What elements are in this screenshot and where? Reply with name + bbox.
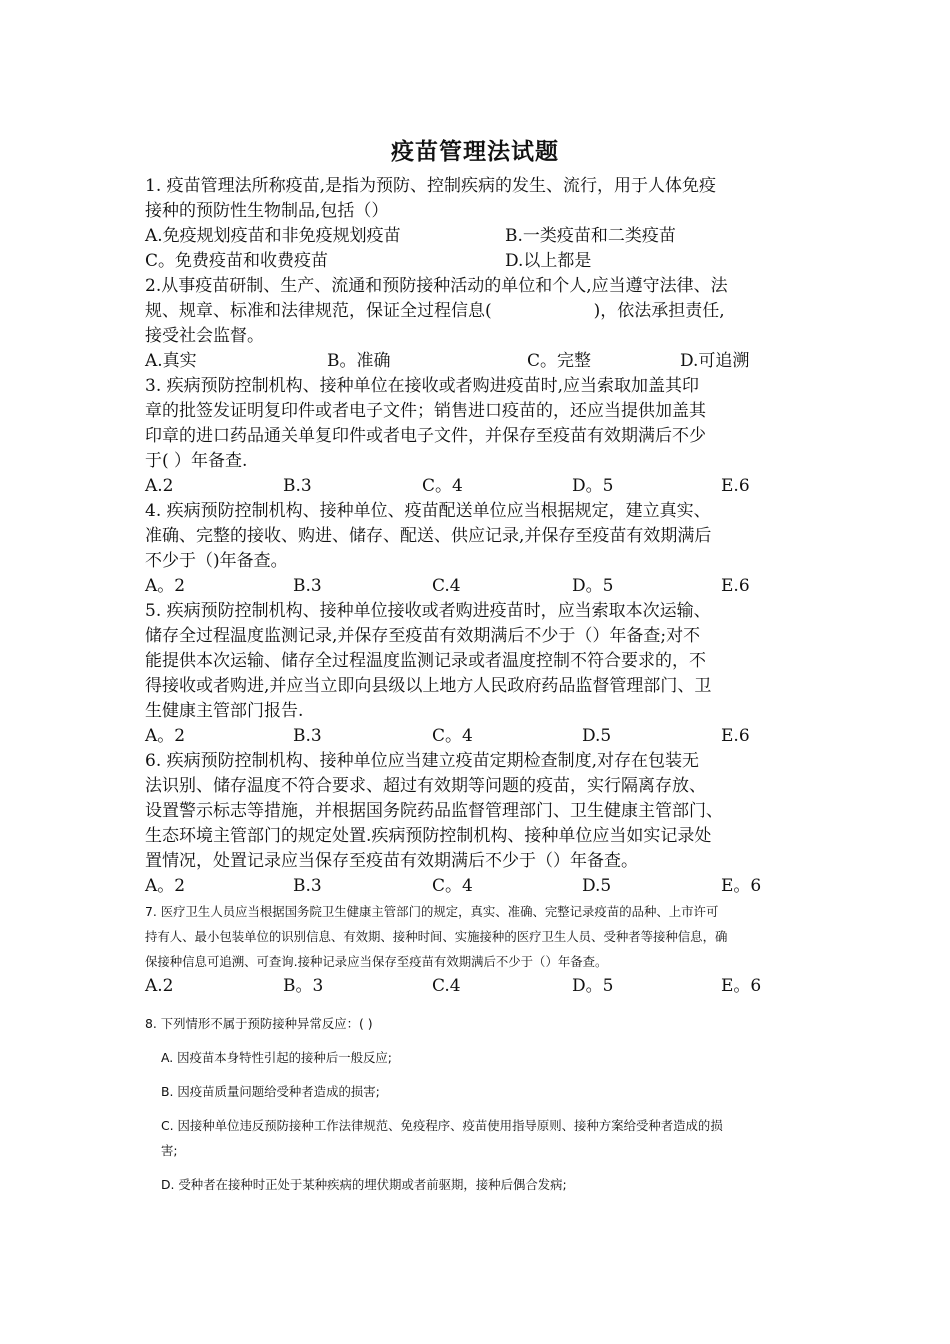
- option-row: [145, 349, 810, 374]
- option-a: A.2: [145, 976, 174, 996]
- question-2: [145, 274, 810, 374]
- question-stem-line: 置情况，处置记录应当保存至疫苗有效期满后不少于（）年备查。: [145, 851, 638, 871]
- option-d: D.以上都是: [505, 251, 592, 271]
- option-c: C。4: [432, 876, 473, 896]
- option-c: C.4: [432, 576, 461, 596]
- question-stem-line: 储存全过程温度监测记录,并保存至疫苗有效期满后不少于（）年备查;对不: [145, 626, 701, 646]
- question-stem-line: 能提供本次运输、储存全过程温度监测记录或者温度控制不符合要求的，不: [145, 651, 706, 671]
- option-c: C。4: [432, 726, 473, 746]
- option-d: D。5: [572, 576, 614, 596]
- question-stem-line: 不少于（)年备查。: [145, 551, 288, 571]
- option-a: A.2: [145, 476, 174, 496]
- option-d: D。5: [572, 976, 614, 996]
- option-a: A。2: [145, 576, 186, 596]
- option-c: C。免费疫苗和收费疫苗: [145, 251, 329, 271]
- question-6: [145, 749, 810, 899]
- question-3: [145, 374, 810, 499]
- document-title: 疫苗管理法试题: [391, 139, 559, 165]
- question-stem-line: 持有人、最小包装单位的识别信息、有效期、接种时间、实施接种的医疗卫生人员、受种者等接种信息，确: [145, 929, 728, 944]
- question-stem-line: 设置警示标志等措施，并根据国务院药品监督管理部门、卫生健康主管部门、: [145, 801, 723, 821]
- question-5: [145, 599, 810, 749]
- question-stem-line: 得接收或者购进,并应当立即向县级以上地方人民政府药品监督管理部门、卫: [145, 676, 712, 696]
- question-stem-line: 规、规章、标准和法律规范，保证全过程信息( )，依法承担责任,: [145, 301, 725, 321]
- question-stem-line: 4. 疾病预防控制机构、接种单位、疫苗配送单位应当根据规定，建立真实、: [145, 501, 711, 521]
- question-4: [145, 499, 810, 599]
- option-a: A. 因疫苗本身特性引起的接种后一般反应;: [161, 1050, 392, 1065]
- option-c: C. 因接种单位违反预防接种工作法律规范、免疫程序、疫苗使用指导原则、接种方案给受种者造成的损: [161, 1118, 723, 1133]
- option-c-continued: 害;: [161, 1143, 178, 1158]
- question-stem-line: 6. 疾病预防控制机构、接种单位应当建立疫苗定期检查制度,对存在包装无: [145, 751, 700, 771]
- question-stem-line: 接受社会监督。: [145, 326, 264, 346]
- option-e: E。6: [721, 976, 762, 996]
- option-b: B.一类疫苗和二类疫苗: [505, 226, 676, 246]
- option-c: C。完整: [527, 351, 592, 371]
- question-7: [145, 899, 810, 999]
- option-row: [145, 724, 810, 749]
- option-d: D. 受种者在接种时正处于某种疾病的埋伏期或者前驱期，接种后偶合发病;: [161, 1177, 567, 1192]
- option-e: E.6: [721, 476, 750, 496]
- option-d: D.5: [582, 726, 612, 746]
- question-stem-line: 于( ）年备查.: [145, 451, 248, 471]
- option-row: [145, 249, 810, 274]
- option-a: A.真实: [145, 351, 197, 371]
- option-b: B.3: [293, 726, 322, 746]
- option-d: D.5: [582, 876, 612, 896]
- question-stem-line: 3. 疾病预防控制机构、接种单位在接收或者购进疫苗时,应当索取加盖其印: [145, 376, 700, 396]
- question-stem-line: 法识别、储存温度不符合要求、超过有效期等问题的疫苗，实行隔离存放、: [145, 776, 706, 796]
- question-1: [145, 174, 810, 274]
- option-b: B. 因疫苗质量问题给受种者造成的损害;: [161, 1084, 380, 1099]
- option-c: C。4: [422, 476, 463, 496]
- option-row: [145, 874, 810, 899]
- question-stem-line: 生健康主管部门报告.: [145, 701, 304, 721]
- question-stem-line: 2.从事疫苗研制、生产、流通和预防接种活动的单位和个人,应当遵守法律、法: [145, 276, 728, 296]
- option-b: B.3: [283, 476, 312, 496]
- question-list: [145, 174, 810, 1197]
- option-a: A。2: [145, 726, 186, 746]
- option-row: [145, 574, 810, 599]
- option-d: D。5: [572, 476, 614, 496]
- option-b: B.3: [293, 576, 322, 596]
- option-e: E.6: [721, 726, 750, 746]
- question-stem-line: 章的批签发证明复印件或者电子文件；销售进口疫苗的，还应当提供加盖其: [145, 401, 706, 421]
- option-row: [145, 224, 810, 249]
- question-stem-line: 准确、完整的接收、购进、储存、配送、供应记录,并保存至疫苗有效期满后: [145, 526, 712, 546]
- option-e: E.6: [721, 576, 750, 596]
- question-stem-line: 保接种信息可追溯、可查询.接种记录应当保存至疫苗有效期满后不少于（）年备查。: [145, 954, 608, 969]
- option-b: B。准确: [327, 351, 391, 371]
- option-row: [145, 974, 810, 999]
- option-b: B.3: [293, 876, 322, 896]
- option-e: E。6: [721, 876, 762, 896]
- question-8: [145, 1011, 810, 1197]
- question-stem-line: 5. 疾病预防控制机构、接种单位接收或者购进疫苗时，应当索取本次运输、: [145, 601, 711, 621]
- option-row: [145, 474, 810, 499]
- question-stem-line: 1. 疫苗管理法所称疫苗,是指为预防、控制疾病的发生、流行，用于人体免疫: [145, 176, 717, 196]
- option-d: D.可追溯: [680, 351, 750, 371]
- option-c: C.4: [432, 976, 461, 996]
- question-stem-line: 生态环境主管部门的规定处置.疾病预防控制机构、接种单位应当如实记录处: [145, 826, 712, 846]
- question-stem-line: 接种的预防性生物制品,包括（）: [145, 201, 389, 221]
- question-stem-line: 印章的进口药品通关单复印件或者电子文件，并保存至疫苗有效期满后不少: [145, 426, 706, 446]
- option-a: A。2: [145, 876, 186, 896]
- question-stem-line: 7. 医疗卫生人员应当根据国务院卫生健康主管部门的规定，真实、准确、完整记录疫苗的品种、上市许可: [145, 904, 719, 919]
- question-stem: 8. 下列情形不属于预防接种异常反应：( ): [145, 1016, 373, 1031]
- option-a: A.免疫规划疫苗和非免疫规划疫苗: [145, 226, 401, 246]
- option-b: B。3: [283, 976, 324, 996]
